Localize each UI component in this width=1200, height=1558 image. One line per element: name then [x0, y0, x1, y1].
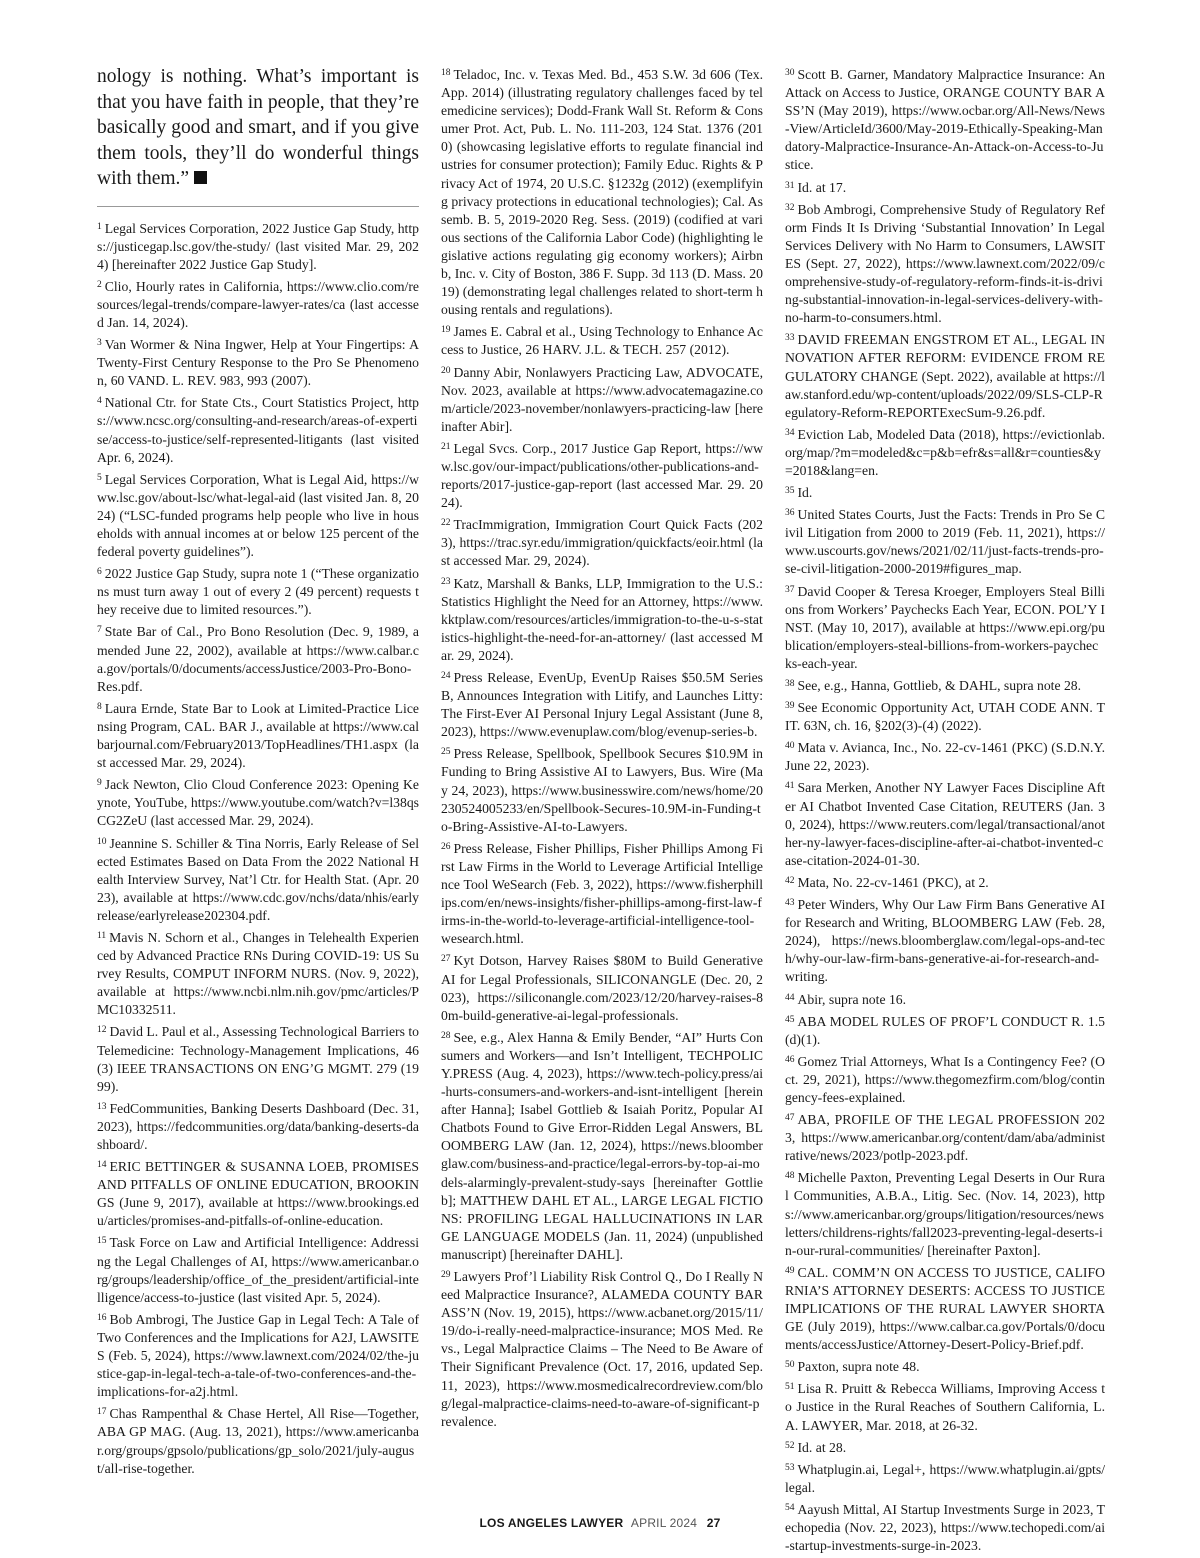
- footnote-text: FedCommunities, Banking Deserts Dashboard (Dec. 31, 2023), https://fedcommunities.org/data/banking-deserts-dashboard/.: [97, 1100, 419, 1152]
- footnote-number: 6: [97, 567, 102, 578]
- footnote-text: Kyt Dotson, Harvey Raises $80M to Build Generative AI for Legal Professionals, SILICONANGLE (Dec. 20, 2023), https://siliconangle.com/2023/12/20/harvey-raises-80m-build-generative-ai-legal-professionals.: [441, 953, 763, 1023]
- footnote-number: 42: [785, 875, 795, 886]
- footnote: [97, 621, 419, 695]
- footnote: [97, 1021, 419, 1095]
- footnote-text: Bob Ambrogi, Comprehensive Study of Regulatory Reform Finds It Is Driving ‘Substantial Innovation’ In Legal Services Delivery with No Harm to Consumers, LAWSITES (Sept. 27, 2022), https://www.lawnext.com/2022/09/comprehensive-study-of-regulatory-reform-finds-it-is-driving-substantial-innovation-in-legal-services-delivery-with-no-harm-to-consumers.html.: [785, 201, 1105, 326]
- footnote-number: 5: [97, 472, 102, 483]
- footnote-text: Press Release, EvenUp, EvenUp Raises $50.5M Series B, Announces Integration with Litify, and Launches Litty: The First-Ever AI Personal Injury Legal Assistant (June 8, 2023), https://www.evenuplaw.com/blog/evenup-series-b.: [441, 670, 763, 740]
- footnote: [97, 1232, 419, 1306]
- footnote-text: TracImmigration, Immigration Court Quick Facts (2023), https://trac.syr.edu/immigration/quickfacts/eoir.html (last accessed Mar. 29, 2024).: [441, 517, 763, 569]
- footnote: [785, 64, 1105, 175]
- footnote-number: 40: [785, 741, 795, 752]
- footnote-number: 38: [785, 679, 795, 689]
- footnote: [97, 1098, 419, 1154]
- footnote-divider: [97, 206, 419, 207]
- footnote-number: 45: [785, 1014, 795, 1025]
- footnote-number: 37: [785, 584, 795, 595]
- footnote-text: Eviction Lab, Modeled Data (2018), https://evictionlab.org/map/?m=modeled&c=p&b=efr&s=all&r=counties&y=2018&lang=en.: [785, 426, 1105, 478]
- footnote-number: 16: [97, 1312, 107, 1323]
- footnote-number: 47: [785, 1113, 795, 1124]
- footnote-number: 9: [97, 778, 102, 789]
- footnote-number: 18: [441, 68, 451, 78]
- footnote-number: 17: [97, 1407, 107, 1418]
- footnote-number: 13: [97, 1101, 107, 1112]
- footnote-text: Clio, Hourly rates in California, https://www.clio.com/resources/legal-trends/compare-lawyer-rates/ca (last accessed Jan. 14, 2024).: [97, 278, 419, 330]
- footnote: [97, 927, 419, 1019]
- footnote-text: Mata v. Avianca, Inc., No. 22-cv-1461 (PKC) (S.D.N.Y. June 22, 2023).: [785, 740, 1105, 774]
- footnote: [785, 1051, 1105, 1107]
- footnote-number: 14: [97, 1160, 107, 1171]
- footnote: [785, 177, 1105, 197]
- footnote: [441, 1027, 763, 1264]
- footnote: [785, 1167, 1105, 1259]
- footnote: [441, 321, 763, 359]
- page-number: 27: [706, 1516, 721, 1530]
- footnote: [785, 482, 1105, 502]
- footnote-text: Abir, supra note 16.: [797, 991, 907, 1007]
- footnote: [785, 1262, 1105, 1354]
- footnote-number: 34: [785, 427, 795, 438]
- footnote-text: Peter Winders, Why Our Law Firm Bans Generative AI for Research and Writing, BLOOMBERG LAW (Feb. 28, 2024), https://news.bloomberglaw.com/legal-ops-and-tech/why-our-law-firm-bans-generative-ai-for-research-and-writing.: [785, 897, 1105, 985]
- issue-date: APRIL 2024: [630, 1516, 698, 1530]
- footnote-text: Press Release, Spellbook, Spellbook Secures $10.9M in Funding to Bring Assistive AI to Lawyers, Bus. Wire (May 24, 2023), https://www.businesswire.com/news/home/20230524005233/en/Spellbook-Secures-10.9M-in-Funding-to-Bring-Assistive-AI-to-Lawyers.: [441, 746, 763, 834]
- footnote-text: ABA, PROFILE OF THE LEGAL PROFESSION 2023, https://www.americanbar.org/content/dam/aba/administrative/news/2023/potlp-2023.pdf.: [785, 1112, 1105, 1164]
- footnote-text: Michelle Paxton, Preventing Legal Deserts in Our Rural Communities, A.B.A., Litig. Sec. (Nov. 14, 2023), https://www.americanbar.org/groups/litigation/resources/newsletters/childrens-rights/fall2023-preventing-legal-deserts-in-our-rural-communities/ [hereinafter Paxton].: [785, 1170, 1105, 1258]
- footnote-text: Mavis N. Schorn et al., Changes in Telehealth Experienced by Advanced Practice RNs During COVID-19: US Survey Results, COMPUT INFORM NURS. (Nov. 9, 2022), available at https://www.ncbi.nlm.nih.gov/pmc/articles/PMC10332511.: [97, 929, 419, 1018]
- footnote-number: 26: [441, 841, 451, 852]
- footnote: [785, 329, 1105, 421]
- footnote-text: Katz, Marshall & Banks, LLP, Immigration to the U.S.: Statistics Highlight the Need for an Attorney, https://www.kktplaw.com/resources/articles/immigration-to-the-u-s-statistics-highlight-the-need-for-an-attorney/ (last accessed Mar. 29, 2024).: [441, 575, 763, 663]
- footnote: [441, 950, 763, 1024]
- footnote-number: 48: [785, 1171, 795, 1182]
- footnote-number: 41: [785, 781, 795, 792]
- footnote-text: ERIC BETTINGER & SUSANNA LOEB, PROMISES AND PITFALLS OF ONLINE EDUCATION, BROOKINGS (June 9, 2017), available at https://www.brookings.edu/articles/promises-and-pitfalls-of-online-education.: [97, 1159, 419, 1229]
- footnote-number: 51: [785, 1382, 795, 1393]
- footnote-number: 3: [97, 338, 102, 349]
- footnote-text: David L. Paul et al., Assessing Technological Barriers to Telemedicine: Technology-Management Implications, 46(3) IEEE TRANSACTIONS ON ENG’G MGMT. 279 (1999).: [97, 1024, 419, 1094]
- footnote-number: 46: [785, 1054, 795, 1065]
- footnote: [441, 838, 763, 949]
- footnote-number: 33: [785, 333, 795, 344]
- publication-name: LOS ANGELES LAWYER: [479, 1516, 624, 1530]
- footnote-number: 31: [785, 180, 795, 191]
- footnote-text: See, e.g., Hanna, Gottlieb, & DAHL, supra note 28.: [797, 678, 1082, 693]
- footnote-text: Mata, No. 22-cv-1461 (PKC), at 2.: [797, 874, 989, 890]
- footnote: [785, 1356, 1105, 1376]
- footnote-number: 7: [97, 625, 102, 636]
- footnote: [785, 581, 1105, 673]
- footnote: [97, 218, 419, 274]
- footnote-text: ABA MODEL RULES OF PROF’L CONDUCT R. 1.5(d)(1).: [785, 1013, 1105, 1047]
- footnote-number: 12: [97, 1025, 107, 1036]
- footnote: [97, 334, 419, 390]
- footnote-number: 39: [785, 701, 795, 712]
- footnote-number: 10: [97, 836, 107, 847]
- footnote-text: Press Release, Fisher Phillips, Fisher Phillips Among First Law Firms in the World to Leverage Artificial Intelligence Tool WeSearch (Feb. 3, 2022), https://www.fisherphillips.com/en/news-insights/fisher-phillips-among-first-law-firms-in-the-world-to-leverage-artificial-intelligence-tool-wesearch.html.: [441, 840, 763, 947]
- footnote-text: Id. at 17.: [797, 179, 847, 195]
- footnote-text: Scott B. Garner, Mandatory Malpractice Insurance: An Attack on Access to Justice, ORANGE COUNTY BAR ASS’N (May 2019), https://www.ocbar.org/All-News/News-View/ArticleId/3600/May-2019-Ethically-Speaking-Mandatory-Malpractice-Insurance-An-Attack-on-Access-to-Justice.: [785, 67, 1105, 173]
- footnote-number: 36: [785, 508, 795, 519]
- footnote-text: Legal Svcs. Corp., 2017 Justice Gap Report, https://www.lsc.gov/our-impact/publications/other-publications-and-reports/2017-justice-gap-report (last accessed Mar. 29. 2024).: [441, 440, 763, 511]
- footnote-text: 2022 Justice Gap Study, supra note 1 (“These organizations must turn away 1 out of every 2 (49 percent) requests they receive due to limited resources.”).: [97, 566, 419, 618]
- footnote-number: 49: [785, 1265, 795, 1276]
- footnote: [785, 1011, 1105, 1049]
- footnote-number: 1: [97, 221, 102, 232]
- footnote: [785, 675, 1105, 695]
- footnote-number: 20: [441, 365, 451, 376]
- footnote: [785, 737, 1105, 775]
- footnote: [97, 774, 419, 830]
- footnote: [785, 697, 1105, 735]
- footnote-text: CAL. COMM’N ON ACCESS TO JUSTICE, CALIFORNIA’S ATTORNEY DESERTS: ACCESS TO JUSTICE IMPLICATIONS OF THE RURAL LAWYER SHORTAGE (July 2019), https://www.calbar.ca.gov/Portals/0/documents/accessJustice/Attorney-Desert-Policy-Brief.pdf.: [785, 1264, 1105, 1353]
- footnote-number: 28: [441, 1030, 451, 1041]
- footnote-number: 15: [97, 1236, 107, 1247]
- column-1: [97, 64, 419, 1480]
- footnote-number: 8: [97, 701, 102, 712]
- footnote-text: National Ctr. for State Cts., Court Statistics Project, https://www.ncsc.org/consulting-and-research/areas-of-expertise/access-to-justice/self-represented-litigants (last visited Apr. 6, 2024).: [97, 395, 419, 465]
- footnote-text: Whatplugin.ai, Legal+, https://www.whatplugin.ai/gpts/legal.: [785, 1461, 1105, 1495]
- footnote-text: Bob Ambrogi, The Justice Gap in Legal Tech: A Tale of Two Conferences and the Implications for A2J, LAWSITES (Feb. 5, 2024), https://www.lawnext.com/2024/02/the-justice-gap-in-legal-tech-a-tale-of-two-conferences-and-the-implications-for-a2j.html.: [97, 1311, 419, 1400]
- footnote-number: 50: [785, 1360, 795, 1371]
- footnote-text: DAVID FREEMAN ENGSTROM ET AL., LEGAL INNOVATION AFTER REFORM: EVIDENCE FROM REGULATORY CHANGE (Sept. 2022), available at https://law.stanford.edu/wp-content/uploads/2022/09/SLS-CLP-Regulatory-Reform-REPORTExecSum-9.26.pdf.: [785, 332, 1105, 420]
- footnote: [441, 64, 763, 319]
- footnote-number: 4: [97, 396, 102, 407]
- footnote: [785, 777, 1105, 869]
- footnote-number: 43: [785, 898, 795, 909]
- footnote: [441, 362, 763, 436]
- end-of-article-mark: [194, 171, 207, 184]
- footnote-number: 22: [441, 518, 451, 529]
- footnote: [785, 199, 1105, 328]
- footnote-text: Id. at 28.: [797, 1439, 847, 1455]
- footnote: [785, 1109, 1105, 1165]
- page-footer: [0, 1516, 1200, 1530]
- footnote-text: See Economic Opportunity Act, UTAH CODE ANN. TIT. 63N, ch. 16, §202(3)-(4) (2022).: [785, 700, 1105, 734]
- footnote-text: Jeannine S. Schiller & Tina Norris, Early Release of Selected Estimates Based on Data From the 2022 National Health Interview Survey, Nat’l Ctr. for Health Stat. (Apr. 2023), available at https://www.cdc.gov/nchs/data/nhis/earlyrelease/earlyrelease202304.pdf.: [97, 835, 419, 923]
- footnote: [785, 989, 1105, 1009]
- footnote-text: United States Courts, Just the Facts: Trends in Pro Se Civil Litigation from 2000 to 2019 (Feb. 11, 2021), https://www.uscourts.gov/news/2021/02/11/just-facts-trends-pro-se-civil-litigation-2000-2019#figures_map.: [785, 507, 1105, 577]
- footnote-number: 25: [441, 747, 451, 758]
- footnote: [441, 1266, 763, 1431]
- footnote-text: See, e.g., Alex Hanna & Emily Bender, “AI” Hurts Consumers and Workers—and Isn’t Intelligent, TECHPOLICY.PRESS (Aug. 4, 2023), https://www.tech-policy.press/ai-hurts-consumers-and-workers-and-isnt-intelligent [hereinafter Hanna]; Isabel Gottlieb & Isaiah Poritz, Popular AI Chatbots Found to Give Error-Ridden Legal Answers, BLOOMBERG LAW (Jan. 12, 2024), https://news.bloomberglaw.com/business-and-practice/legal-errors-by-top-ai-models-alarmingly-prevalent-study-says [hereinafter Gottlieb]; MATTHEW DAHL ET AL., LARGE LEGAL FICTIONS: PROFILING LEGAL HALLUCINATIONS IN LARGE LANGUAGE MODELS (Jan. 11, 2024) (unpublished manuscript) [hereinafter DAHL].: [441, 1029, 763, 1262]
- footnote: [97, 1403, 419, 1477]
- footnote: [97, 1309, 419, 1401]
- footnote: [97, 1156, 419, 1230]
- footnote-number: 11: [97, 930, 107, 941]
- footnote-text: Sara Merken, Another NY Lawyer Faces Discipline After AI Chatbot Invented Case Citation, REUTERS (Jan. 30, 2024), https://www.reuters.com/legal/transactional/another-ny-lawyer-faces-discipline-after-ai-chatbot-invented-case-citation-2024-01-30.: [785, 780, 1105, 868]
- footnote-text: Id.: [797, 485, 813, 501]
- footnote-number: 19: [441, 325, 451, 336]
- footnote: [785, 424, 1105, 480]
- footnote: [785, 504, 1105, 578]
- footnote-text: Paxton, supra note 48.: [797, 1359, 920, 1375]
- footnote-number: 32: [785, 202, 795, 213]
- footnote-number: 24: [441, 671, 451, 681]
- footnote-number: 30: [785, 68, 795, 78]
- footnote: [785, 1378, 1105, 1434]
- column-3: [785, 64, 1105, 1557]
- footnote: [97, 833, 419, 925]
- footnote-number: 35: [785, 486, 795, 497]
- footnote-text: Jack Newton, Clio Cloud Conference 2023: Opening Keynote, YouTube, https://www.youtube.com/watch?v=l38qsCG2ZeU (last accessed Mar. 29, 2024).: [97, 777, 419, 829]
- article-closing-text: nology is nothing. What’s important is that you have faith in people, that they’re basically good and smart, and if you give them tools, they’ll do wonderful things with them.”: [97, 66, 419, 189]
- footnote-text: Legal Services Corporation, 2022 Justice Gap Study, https://justicegap.lsc.gov/the-study/ (last visited Mar. 29, 2024) [hereinafter 2022 Justice Gap Study].: [97, 220, 420, 272]
- footnote: [785, 1437, 1105, 1457]
- footnote-text: Gomez Trial Attorneys, What Is a Contingency Fee? (Oct. 29, 2021), https://www.thegomezfirm.com/blog/contingency-fees-explained.: [785, 1053, 1105, 1105]
- footnote-text: Lisa R. Pruitt & Rebecca Williams, Improving Access to Justice in the Rural Reaches of Southern California, L.A. LAWYER, Mar. 2018, at 26-32.: [785, 1381, 1105, 1433]
- footnote-text: David Cooper & Teresa Kroeger, Employers Steal Billions from Workers’ Paychecks Each Year, ECON. POL’Y INST. (May 10, 2017), available at https://www.epi.org/publication/employers-steal-billions-from-workers-paychecks-each-year.: [785, 583, 1105, 671]
- footnote-number: 52: [785, 1440, 795, 1451]
- footnote: [441, 514, 763, 570]
- footnote-text: Teladoc, Inc. v. Texas Med. Bd., 453 S.W. 3d 606 (Tex. App. 2014) (illustrating regulatory challenges faced by telemedicine services); Dodd-Frank Wall St. Reform & Consumer Prot. Act, Pub. L. No. 111-203, 124 Stat. 1376 (2010) (showcasing legislative efforts to regulate financial industries for consumer protection); Family Educ. Rights & Privacy Act of 1974, 20 U.S.C. §1232g (2012) (exemplifying privacy protections in educational technologies); Cal. Assemb. B. 5, 2019-2020 Reg. Sess. (2019) (codified at various sections of the California Labor Code) (highlighting legislative actions regulating gig economy workers); Airbnb, Inc. v. City of Boston, 386 F. Supp. 3d 113 (D. Mass. 2019) (demonstrating legal challenges related to short-term housing rentals and regulations).: [441, 67, 763, 318]
- footnote-text: Legal Services Corporation, What is Legal Aid, https://www.lsc.gov/about-lsc/what-legal-aid (last visited Jan. 8, 2024) (“LSC-funded programs help people who live in households with annual incomes at or below 125 percent of the federal poverty guidelines”).: [97, 471, 419, 560]
- footnote-text: Lawyers Prof’l Liability Risk Control Q., Do I Really Need Malpractice Insurance?, ALAMEDA COUNTY BAR ASS’N (Nov. 19, 2015), https://www.acbanet.org/2015/11/19/do-i-really-need-malpractice-insurance; MOS Med. Revs., Legal Malpractice Claims – The Need to Be Aware of Their Significant Prevalence (Oct. 17, 2016, updated Sep. 11, 2023), https://www.mosmedicalrecordreview.com/blog/legal-malpractice-claims-need-to-aware-of-significant-prevalence.: [441, 1269, 763, 1429]
- footnote-text: State Bar of Cal., Pro Bono Resolution (Dec. 9, 1989, amended June 22, 2002), available at https://www.calbar.ca.gov/portals/0/documents/accessJustice/2003-Pro-Bono-Res.pdf.: [97, 624, 419, 694]
- footnote: [441, 743, 763, 835]
- footnote: [97, 276, 419, 332]
- footnote-text: Task Force on Law and Artificial Intelligence: Addressing the Legal Challenges of AI, https://www.americanbar.org/groups/leadership/office_of_the_president/artificial-intelligence/access-to-justice (last visited Apr. 5, 2024).: [97, 1235, 419, 1305]
- footnote: [97, 392, 419, 466]
- footnote-number: 23: [441, 576, 451, 587]
- footnote-number: 54: [785, 1502, 795, 1513]
- footnote-number: 21: [441, 441, 451, 452]
- footnote: [441, 438, 763, 512]
- footnote: [97, 698, 419, 772]
- footnote-number: 29: [441, 1270, 451, 1280]
- footnote-text: Van Wormer & Nina Ingwer, Help at Your Fingertips: A Twenty-First Century Response to the Pro Se Phenomenon, 60 VAND. L. REV. 983, 993 (2007).: [97, 337, 419, 389]
- footnote-text: Aayush Mittal, AI Startup Investments Surge in 2023, Techopedia (Nov. 22, 2023), https://www.techopedi.com/ai-startup-investments-surge-in-2023.: [785, 1501, 1105, 1554]
- footnote-number: 44: [785, 992, 795, 1003]
- footnote-number: 27: [441, 954, 451, 965]
- footnote-number: 2: [97, 279, 102, 290]
- footnote: [785, 894, 1105, 986]
- footnote: [785, 872, 1105, 892]
- footnote-text: Chas Rampenthal & Chase Hertel, All Rise—Together, ABA GP MAG. (Aug. 13, 2021), https://www.americanbar.org/groups/gpsolo/publications/gp_solo/2021/july-august/all-rise-together.: [97, 1406, 419, 1476]
- footnote: [97, 469, 419, 561]
- column-2: [441, 64, 763, 1433]
- footnote: [785, 1459, 1105, 1497]
- footnote-text: James E. Cabral et al., Using Technology to Enhance Access to Justice, 26 HARV. J.L. & TECH. 257 (2012).: [441, 324, 763, 358]
- footnote: [441, 573, 763, 665]
- footnote: [97, 563, 419, 619]
- footnote-text: Danny Abir, Nonlawyers Practicing Law, ADVOCATE, Nov. 2023, available at https://www.advocatemagazine.com/article/2023-november/nonlawyers-practicing-law [hereinafter Abir].: [441, 364, 763, 434]
- footnote: [441, 667, 763, 741]
- footnote-text: Laura Ernde, State Bar to Look at Limited-Practice Licensing Program, CAL. BAR J., available at https://www.calbarjournal.com/February2013/TopHeadlines/TH1.aspx (last accessed Mar. 29, 2024).: [97, 700, 419, 771]
- footnote-number: 53: [785, 1462, 795, 1473]
